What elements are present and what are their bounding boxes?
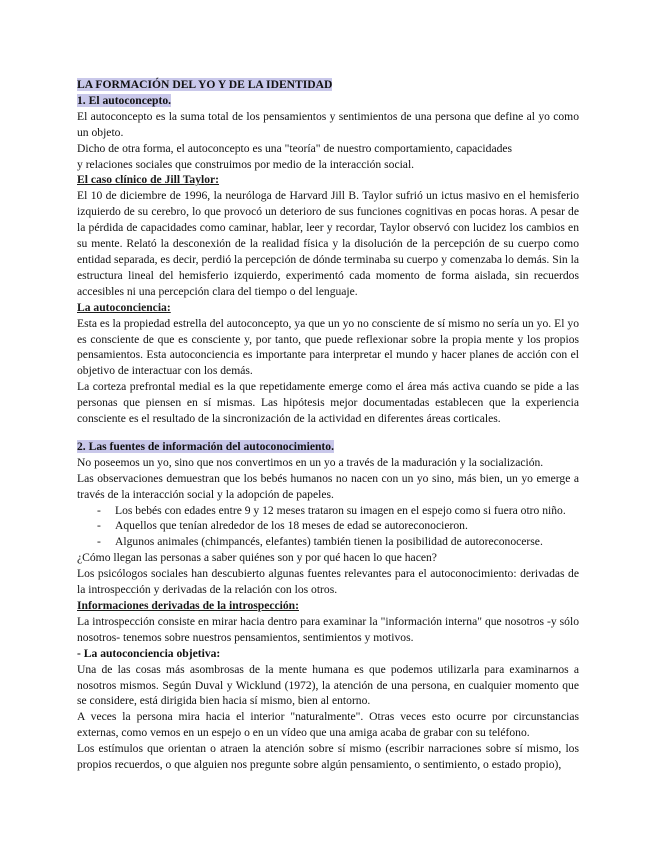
section-1-heading: 1. El autoconcepto. [77,93,172,107]
section-2-heading: 2. Las fuentes de información del autoconocimiento. [77,439,334,453]
spacer [77,427,579,439]
document-title: LA FORMACIÓN DEL YO Y DE LA IDENTIDAD [77,78,333,91]
paragraph: A veces la persona mira hacia el interior "naturalmente". Otras veces esto ocurre por circunstancias externas, como vemos en un espejo o en un vídeo que una amiga acaba de grabar con su teléfono. [77,710,579,740]
paragraph: Las observaciones demuestran que los bebés humanos no nacen con un yo sino, más bien, un yo emerge a través de la interacción social y la adopción de papeles. [77,471,579,501]
paragraph: La introspección consiste en mirar hacia dentro para examinar la "información interna" que nosotros -y sólo nosotros- tenemos sobre nuestros pensamientos, sentimientos y motivos. [77,614,579,644]
subheading-jill-taylor: El caso clínico de Jill Taylor: [77,173,220,187]
paragraph: Una de las cosas más asombrosas de la mente humana es que podemos utilizarla para examinarnos a nosotros mismos. Según Duval y Wicklund (1972), la atención de una persona, en cualquier momento que se considere, está dirigida bien hacia sí mismo, bien al entorno. [77,662,579,708]
paragraph: No poseemos un yo, sino que nos convertimos en un yo a través de la maduración y la socialización. [77,455,544,469]
list-item: - Los bebés con edades entre 9 y 12 meses trataron su imagen en el espejo como si fuera otro niño. [77,503,579,519]
paragraph: Dicho de otra forma, el autoconcepto es una "teoría" de nuestro comportamiento, capacidades [77,141,513,155]
paragraph: El autoconcepto es la suma total de los pensamientos y sentimientos de una persona que define al yo como un objeto. [77,109,579,139]
paragraph: y relaciones sociales que construimos por medio de la interacción social. [77,157,415,171]
subheading-introspeccion: Informaciones derivadas de la introspección: [77,599,299,612]
paragraph: Los estímulos que orientan o atraen la atención sobre sí mismo (escribir narraciones sobre sí mismo, los propios recuerdos, o que alguien nos pregunte sobre algún pensamiento, o sentimiento, o estado propio), [77,742,579,772]
paragraph: Esta es la propiedad estrella del autoconcepto, ya que un yo no consciente de sí mismo no sería un yo. El yo es consciente de que es consciente y, por tanto, que puede reflexionar sobre la propia mente y los propios pensamientos. Esta autoconciencia es importante para interpretar el mundo y hacer planes de acción con el objetivo de interactuar con los demás. [77,316,579,378]
bullet-list [77,503,579,551]
paragraph: El 10 de diciembre de 1996, la neuróloga de Harvard Jill B. Taylor sufrió un ictus masivo en el hemisferio izquierdo de su cerebro, lo que provocó un deterioro de sus funciones cognitivas en pocas horas. A pesar de la pérdida de capacidades como caminar, hablar, leer y recordar, Taylor observó con lucidez los cambios en su mente. Relató la desconexión de la realidad física y la disolución de la percepción de su cuerpo como entidad separada, es decir, perdió la percepción de dónde terminaba su cuerpo y comenzaba lo demás. Sin la estructura lineal del hemisferio izquierdo, experimentó cada momento de forma aislada, sin recuerdos accesibles ni una percepción clara del tiempo o del lenguaje. [77,189,579,298]
list-item: - Aquellos que tenían alrededor de los 18 meses de edad se autoreconocieron. [77,518,579,534]
document-page [77,77,579,773]
paragraph: Los psicólogos sociales han descubierto algunas fuentes relevantes para el autoconocimiento: derivadas de la introspección y derivadas de la relación con los otros. [77,567,579,597]
paragraph: ¿Cómo llegan las personas a saber quiénes son y por qué hacen lo que hacen? [77,551,437,565]
subheading-autoconciencia: La autoconciencia: [77,300,171,314]
subheading-autoconciencia-objetiva: - La autoconciencia objetiva: [77,646,221,660]
paragraph: La corteza prefrontal medial es la que repetidamente emerge como el área más activa cuando se pide a las personas que piensen en sí mismas. Las hipótesis mejor documentadas establecen que la experiencia consciente es el resultado de la sincronización de la actividad en diferentes áreas corticales. [77,380,579,426]
list-item: - Algunos animales (chimpancés, elefantes) también tienen la posibilidad de autoreconocerse. [77,534,579,550]
